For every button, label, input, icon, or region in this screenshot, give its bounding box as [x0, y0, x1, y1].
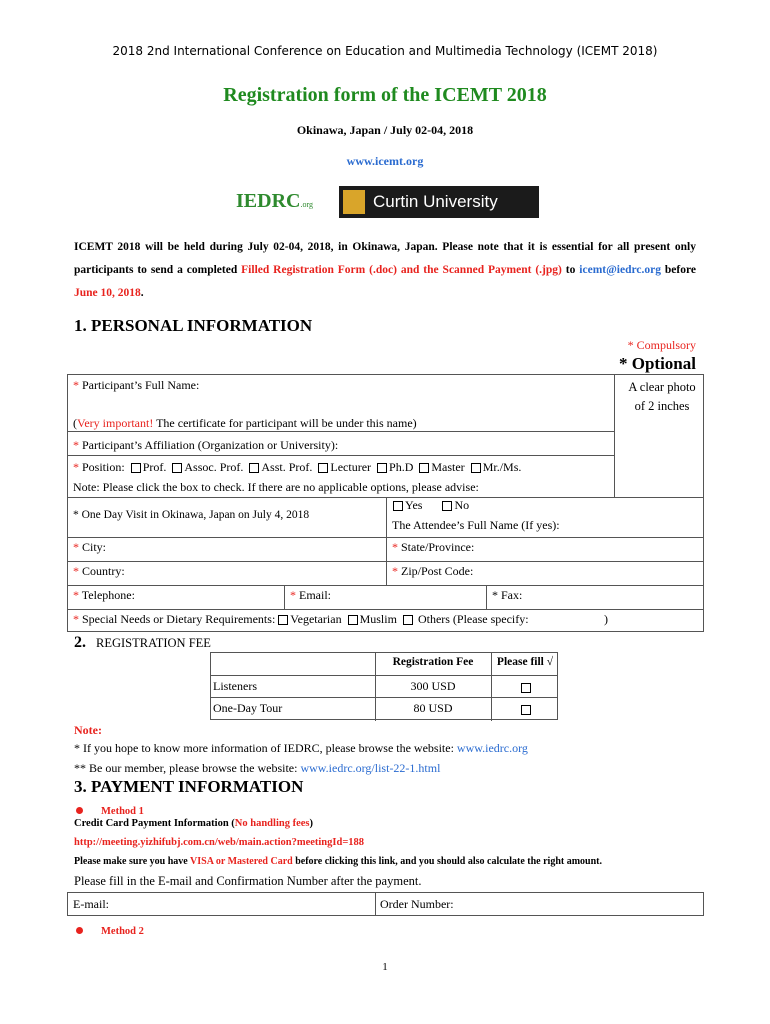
very-important-label: Very important! [77, 416, 154, 430]
position-option-mr-ms[interactable]: Mr./Ms. [468, 460, 522, 474]
fee-row-tour-checkbox[interactable] [492, 701, 558, 719]
position-option-lecturer[interactable]: Lecturer [315, 460, 371, 474]
position-note: Note: Please click the box to check. If there are no applicable options, please advise: [73, 480, 479, 494]
others-option[interactable]: Others (Please specify: [400, 612, 529, 626]
curtin-logo-text: Curtin University [373, 192, 498, 211]
position-row: * Position: Prof. Assoc. Prof. Asst. Prof. Lecturer Ph.D Master Mr./Ms. [73, 460, 522, 474]
checkbox-icon[interactable] [377, 463, 387, 473]
cert-note: (Very important! The certificate for participant will be under this name) [73, 416, 417, 430]
intro-text-2: to [561, 264, 580, 276]
position-label: Position: [82, 460, 125, 474]
checkbox-icon[interactable] [131, 463, 141, 473]
email-field[interactable]: * Email: [290, 588, 331, 602]
contact-email-link[interactable]: icemt@iedrc.org [579, 264, 661, 276]
deadline-date: June 10, 2018 [74, 287, 141, 299]
telephone-field[interactable]: * Telephone: [73, 588, 135, 602]
checkbox-icon[interactable] [471, 463, 481, 473]
cert-note-text: The certificate for participant will be under this name) [153, 416, 417, 430]
checkbox-icon[interactable] [419, 463, 429, 473]
fax-field[interactable]: * Fax: [492, 588, 523, 602]
credit-card-info: Credit Card Payment Information (No handling fees) [74, 818, 313, 829]
position-option-phd[interactable]: Ph.D [374, 460, 413, 474]
order-number-field[interactable]: Order Number: [380, 897, 454, 911]
section3-heading: 3. PAYMENT INFORMATION [74, 777, 304, 796]
curtin-crest-icon [343, 190, 365, 214]
visit-label: * One Day Visit in Okinawa, Japan on July 4, 2018 [73, 509, 310, 521]
photo-text-1: A clear photo [628, 380, 696, 394]
checkbox-icon[interactable] [442, 501, 452, 511]
method2-label: Method 2 [101, 926, 144, 937]
full-name-field[interactable]: * Participant’s Full Name: [73, 378, 200, 392]
checkbox-icon[interactable] [249, 463, 259, 473]
checkbox-icon[interactable] [521, 705, 531, 715]
conference-header: 2018 2nd International Conference on Education and Multimedia Technology (ICEMT 2018) [112, 44, 658, 58]
page-number: 1 [382, 961, 388, 973]
bullet-icon [76, 807, 83, 814]
full-name-label: Participant’s Full Name: [82, 378, 200, 392]
bullet-icon [76, 927, 83, 934]
special-close-paren: ) [604, 612, 608, 626]
curtin-logo [339, 186, 539, 218]
city-field[interactable]: * City: [73, 540, 107, 554]
optional-legend: * Optional [619, 354, 696, 373]
method1-item [76, 801, 144, 819]
fee-row-listeners-fee: 300 USD [410, 679, 456, 693]
attendee-name-field[interactable]: The Attendee’s Full Name (If yes): [392, 518, 560, 532]
card-types: VISA or Mastered Card [190, 856, 293, 867]
muslim-option[interactable]: Muslim [345, 612, 397, 626]
member-website-link[interactable]: www.iedrc.org/list-22-1.html [300, 761, 441, 775]
fill-after-note: Please fill in the E-mail and Confirmation Number after the payment. [74, 874, 422, 888]
intro-highlight: Filled Registration Form (.doc) and the Scanned Payment (.jpg) [241, 264, 562, 276]
zip-field[interactable]: * Zip/Post Code: [392, 564, 474, 578]
compulsory-legend: * Compulsory [627, 338, 696, 352]
position-option-assoc-prof[interactable]: Assoc. Prof. [169, 460, 243, 474]
payment-link[interactable]: http://meeting.yizhifubj.com.cn/web/main.action?meetingId=188 [74, 837, 365, 848]
checkbox-icon[interactable] [403, 615, 413, 625]
iedrc-logo-text: IEDRC [236, 190, 301, 212]
iedrc-website-link[interactable]: www.iedrc.org [456, 741, 528, 755]
iedrc-logo [236, 190, 313, 213]
method1-label: Method 1 [101, 806, 144, 817]
position-option-prof[interactable]: Prof. [128, 460, 167, 474]
location-date: Okinawa, Japan / July 02-04, 2018 [296, 123, 474, 137]
section1-heading: 1. PERSONAL INFORMATION [74, 316, 313, 335]
photo-text-2: of 2 inches [634, 399, 690, 413]
fee-row-tour-label: One-Day Tour [213, 701, 283, 715]
visit-options [390, 498, 469, 513]
fee-row-listeners-label: Listeners [213, 679, 257, 693]
intro-paragraph [74, 236, 696, 305]
special-needs-row: * Special Needs or Dietary Requirements: Vegetarian Muslim Others (Please specify: [73, 612, 529, 626]
fee-row-tour-fee: 80 USD [413, 701, 453, 715]
fill-column-header: Please fill √ [496, 656, 554, 668]
iedrc-logo-sup: .org [300, 200, 313, 209]
section2-number: 2. [74, 634, 86, 651]
page-title: Registration form of the ICEMT 2018 [223, 84, 547, 106]
note-label: Note: [74, 723, 102, 737]
intro-text-3: before [660, 264, 696, 276]
personal-info-table [67, 374, 704, 632]
position-option-master[interactable]: Master [416, 460, 464, 474]
state-field[interactable]: * State/Province: [392, 540, 475, 554]
position-option-asst-prof[interactable]: Asst. Prof. [246, 460, 312, 474]
checkbox-icon[interactable] [278, 615, 288, 625]
intro-text-1: ICEMT 2018 will be held during July 02-04, 2018, in Okinawa, Japan. Please note that it is essential for all present only participants to send a completed [74, 241, 696, 276]
method2-item [76, 921, 144, 939]
section2-heading: REGISTRATION FEE [96, 636, 211, 650]
checkbox-icon[interactable] [348, 615, 358, 625]
payment-email-field[interactable]: E-mail: [73, 897, 109, 911]
visit-no-option[interactable]: No [439, 498, 469, 512]
fee-row-listeners-checkbox[interactable] [492, 679, 558, 697]
fee-column-header: Registration Fee [392, 656, 474, 668]
vegetarian-option[interactable]: Vegetarian [275, 612, 341, 626]
visit-yes-option[interactable]: Yes [390, 498, 422, 512]
affiliation-field[interactable]: * Participant’s Affiliation (Organization or University): [73, 438, 339, 452]
website-link[interactable]: www.icemt.org [346, 154, 424, 168]
checkbox-icon[interactable] [393, 501, 403, 511]
note-member: ** Be our member, please browse the website: www.iedrc.org/list-22-1.html [74, 761, 441, 775]
note-iedrc: * If you hope to know more information of IEDRC, please browse the website: www.iedrc.org [74, 741, 528, 755]
checkbox-icon[interactable] [521, 683, 531, 693]
country-field[interactable]: * Country: [73, 564, 125, 578]
affiliation-label: Participant’s Affiliation (Organization or University): [82, 438, 339, 452]
no-fees-label: No handling fees [234, 818, 310, 829]
photo-placeholder[interactable] [623, 378, 701, 416]
card-warning: Please make sure you have VISA or Mastered Card before clicking this link, and you should also calculate the right amount. [74, 856, 602, 867]
checkbox-icon[interactable] [318, 463, 328, 473]
intro-text-4: . [140, 287, 144, 299]
checkbox-icon[interactable] [172, 463, 182, 473]
